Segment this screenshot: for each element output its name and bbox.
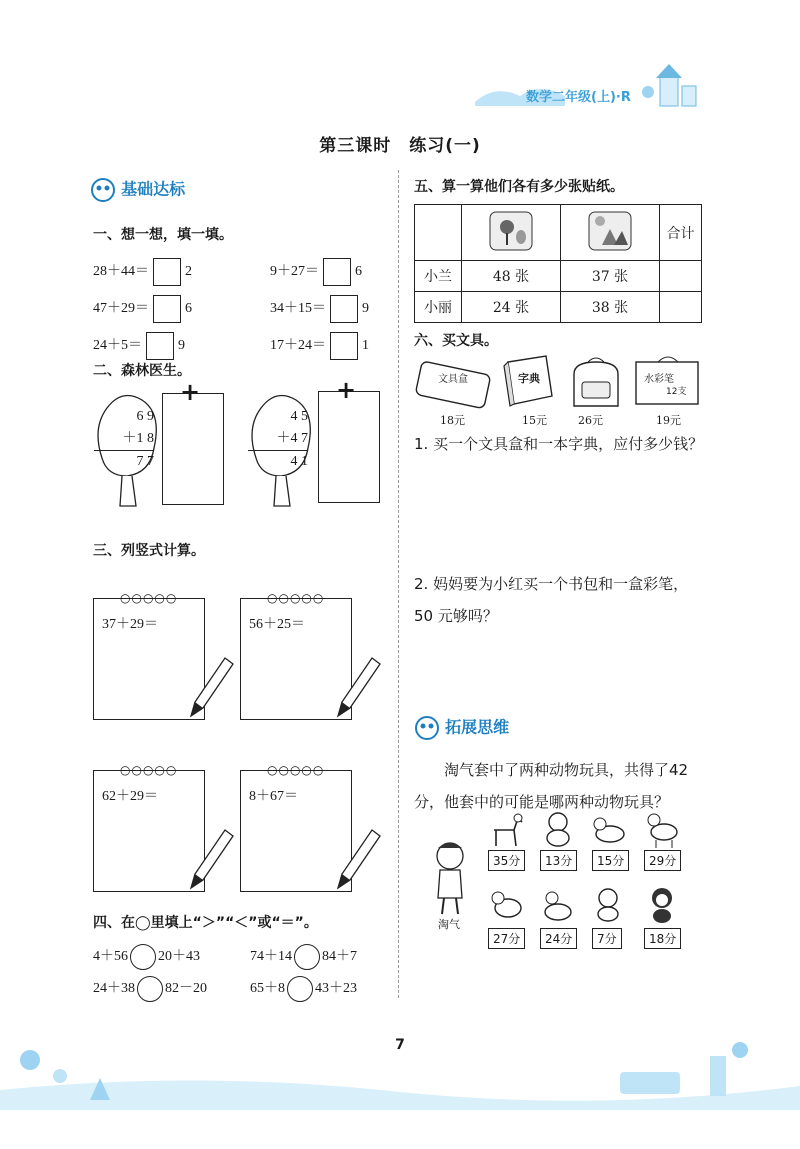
q1-expr: 24＋5＝ [93,338,142,354]
sticker-table [414,204,702,323]
deer-icon [488,808,524,848]
duck-icon [540,884,576,924]
score-badge: 15分 [592,850,629,871]
sticker-type-2 [561,205,660,261]
page-title: 第三课时 练习(一) [319,136,481,156]
score-badge: 13分 [540,850,577,871]
header-subject: 数学二年级(上)·R [526,90,631,105]
q4-grid [93,944,393,1008]
q6-sub2: 2. 妈妈要为小红买一个书包和一盒彩笔，50 元够吗？ [414,575,689,625]
table-header-row [415,205,702,261]
panda-icon [90,176,116,204]
pencil-icon [185,654,235,720]
compare-right: 84＋7 [322,949,357,965]
q1-digit: 1 [362,338,369,354]
table-cell: 小兰 [415,261,462,292]
calc-line: 7 7 [94,450,154,473]
calc-line: 4 1 [248,450,308,473]
score-badge: 24分 [540,928,577,949]
q5-title: 五、算一算他们各有多少张贴纸。 [414,179,624,195]
q1-expr: 17＋24＝ [270,338,326,354]
extend-badge [414,714,509,742]
spiral-rings: ○○○○○ [120,763,178,777]
correction-box[interactable] [162,393,224,505]
q1-title: 一、想一想，填一填。 [93,227,233,243]
compare-circle[interactable] [287,976,313,1002]
q1-digit: 6 [185,301,192,317]
boy-label: 淘气 [438,918,460,931]
answer-box[interactable] [323,258,351,286]
total-cell[interactable] [660,261,702,292]
notepad-expr: 37＋29＝ [102,617,158,632]
answer-box[interactable] [330,332,358,360]
q2-title: 二、森林医生。 [93,363,191,379]
q1-expr: 34＋15＝ [270,301,326,317]
basic-badge [90,176,185,204]
table-corner [415,205,462,261]
tree-calc [248,406,308,473]
q6-title: 六、买文具。 [414,333,498,349]
q1-digit: 9 [178,338,185,354]
footer-decoration [0,1020,800,1110]
compare-right: 20＋43 [158,949,200,965]
dictionary-label: 字典 [518,372,540,385]
column-divider [398,170,399,998]
pencil-case-label: 文具盒 [438,374,468,385]
pencil-icon [332,654,382,720]
backpack-icon [566,356,626,410]
q1-expr: 47＋29＝ [93,301,149,317]
score-badge: 27分 [488,928,525,949]
marker-box-label: 水彩笔 [644,374,674,385]
compare-left: 4＋56 [93,949,128,965]
plus-icon: + [336,376,357,404]
answer-area[interactable] [414,498,704,562]
item-price: 19元 [656,414,681,427]
q1-expr: 9＋27＝ [270,264,319,280]
basic-badge-label: 基础达标 [121,179,186,199]
spiral-rings: ○○○○○ [120,591,178,605]
item-price: 26元 [578,414,603,427]
score-badge: 7分 [592,928,622,949]
q6-sub1: 1. 买一个文具盒和一本字典，应付多少钱？ [414,435,704,453]
score-badge: 35分 [488,850,525,871]
table-cell: 小丽 [415,292,462,323]
answer-box[interactable] [330,295,358,323]
total-header: 合计 [660,205,702,261]
calc-line: ＋4 7 [276,431,308,446]
spiral-rings: ○○○○○ [267,763,325,777]
notepad-expr: 8＋67＝ [249,789,298,804]
compare-left: 74＋14 [250,949,292,965]
q4-row [93,976,393,1008]
pencil-case-icon [414,360,494,410]
cat-icon [540,808,576,848]
monkey-icon [644,884,680,924]
q1-grid [93,254,393,365]
scores-row-2 [488,928,708,948]
table-cell: 24 张 [462,292,561,323]
score-badge: 29分 [644,850,681,871]
q4-row [93,944,393,976]
pencil-icon [332,826,382,892]
goat-icon [644,808,684,848]
table-cell: 37 张 [561,261,660,292]
table-row [415,292,702,323]
kitten-icon [590,884,626,924]
sun-sticker-icon [588,211,632,251]
total-cell[interactable] [660,292,702,323]
pencil-icon [185,826,235,892]
extend-badge-label: 拓展思维 [445,717,510,737]
fox-icon [590,808,630,848]
page-number: 7 [395,1037,405,1053]
correction-box[interactable] [318,391,380,503]
compare-circle[interactable] [130,944,156,970]
calc-line: 6 9 [136,409,154,424]
dog-icon [488,884,524,924]
plus-icon: + [180,378,201,406]
table-cell: 48 张 [462,261,561,292]
item-price: 18元 [440,414,465,427]
scores-row-1 [488,850,708,870]
q1-expr: 28＋44＝ [93,264,149,280]
q4-title: 四、在◯里填上“＞”“＜”或“＝”。 [93,915,318,931]
q1-digit: 9 [362,301,369,317]
marker-box-count: 12支 [666,387,687,397]
compare-left: 65＋8 [250,981,285,997]
spiral-rings: ○○○○○ [267,591,325,605]
q1-row [93,254,393,291]
q3-title: 三、列竖式计算。 [93,543,205,559]
q1-digit: 6 [355,264,362,280]
extend-question: 淘气套中了两种动物玩具，共得了42分，他套中的可能是哪两种动物玩具？ [414,761,689,811]
item-price: 15元 [522,414,547,427]
compare-right: 43＋23 [315,981,357,997]
compare-right: 82－20 [165,981,207,997]
score-badge: 18分 [644,928,681,949]
flower-sticker-icon [489,211,533,251]
q1-row [93,291,393,328]
calc-line: ＋1 8 [122,431,154,446]
compare-circle[interactable] [294,944,320,970]
answer-box[interactable] [153,258,181,286]
table-cell: 38 张 [561,292,660,323]
q1-digit: 2 [185,264,192,280]
tree-calc [94,406,154,473]
answer-box[interactable] [153,295,181,323]
panda-icon [414,714,440,742]
calc-line: 4 5 [290,409,308,424]
boy-icon [426,838,474,918]
compare-circle[interactable] [137,976,163,1002]
table-row [415,261,702,292]
notepad-expr: 62＋29＝ [102,789,158,804]
sticker-type-1 [462,205,561,261]
answer-box[interactable] [146,332,174,360]
notepad-expr: 56＋25＝ [249,617,305,632]
compare-left: 24＋38 [93,981,135,997]
answer-area[interactable] [414,638,704,702]
